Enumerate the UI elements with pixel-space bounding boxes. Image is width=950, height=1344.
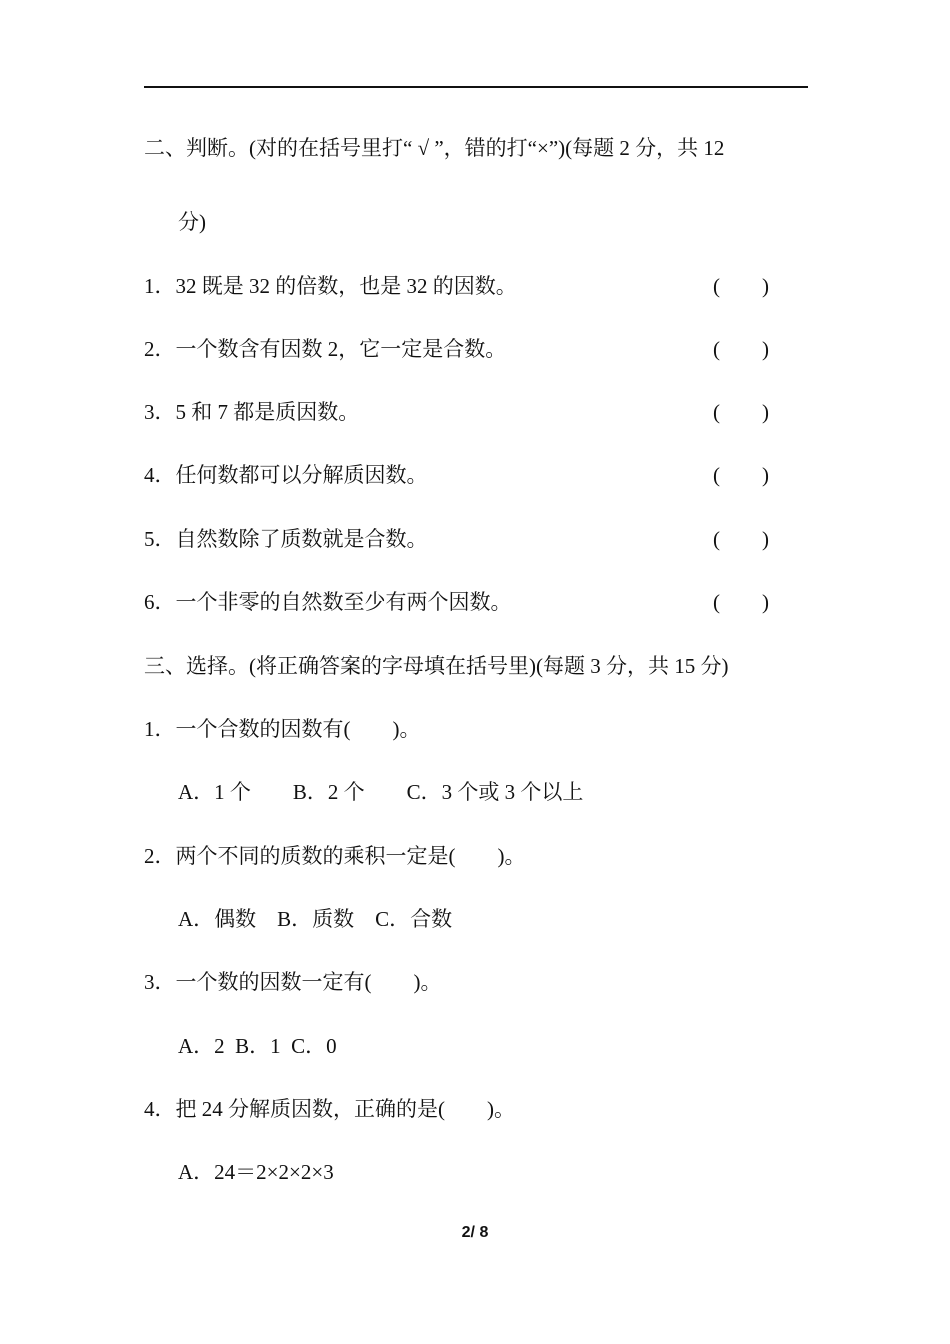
choice-options-2: A．偶数 B．质数 C．合数	[178, 907, 453, 931]
choice-question-3: 3．一个数的因数一定有( )。	[144, 970, 442, 994]
judge-answer-blank-1[interactable]: ( )	[713, 274, 769, 298]
judge-answer-blank-2[interactable]: ( )	[713, 337, 769, 361]
judge-item-2: 2．一个数含有因数 2，它一定是合数。	[144, 337, 507, 361]
choice-options-4: A．24＝2×2×2×3	[178, 1160, 334, 1184]
judge-answer-blank-6[interactable]: ( )	[713, 590, 769, 614]
header-rule	[144, 86, 808, 88]
judge-item-4: 4．任何数都可以分解质因数。	[144, 463, 428, 487]
choice-question-1: 1．一个合数的因数有( )。	[144, 717, 421, 741]
judge-item-6: 6．一个非零的自然数至少有两个因数。	[144, 590, 512, 614]
choice-question-2: 2．两个不同的质数的乘积一定是( )。	[144, 844, 526, 868]
section-3-title: 三、选择。(将正确答案的字母填在括号里)(每题 3 分，共 15 分)	[144, 654, 729, 678]
judge-answer-blank-4[interactable]: ( )	[713, 463, 769, 487]
judge-item-5: 5．自然数除了质数就是合数。	[144, 527, 428, 551]
judge-item-3: 3．5 和 7 都是质因数。	[144, 400, 360, 424]
judge-answer-blank-3[interactable]: ( )	[713, 400, 769, 424]
choice-question-4: 4．把 24 分解质因数，正确的是( )。	[144, 1097, 515, 1121]
choice-options-1: A．1 个 B．2 个 C．3 个或 3 个以上	[178, 780, 584, 804]
section-2-title-continued: 分)	[178, 210, 206, 234]
choice-options-3: A．2 B．1 C．0	[178, 1034, 337, 1058]
judge-answer-blank-5[interactable]: ( )	[713, 527, 769, 551]
judge-item-1: 1．32 既是 32 的倍数，也是 32 的因数。	[144, 274, 517, 298]
page-number: 2/ 8	[461, 1224, 489, 1241]
section-2-title: 二、判断。(对的在括号里打“ √ ”，错的打“×”)(每题 2 分，共 12	[144, 136, 725, 160]
